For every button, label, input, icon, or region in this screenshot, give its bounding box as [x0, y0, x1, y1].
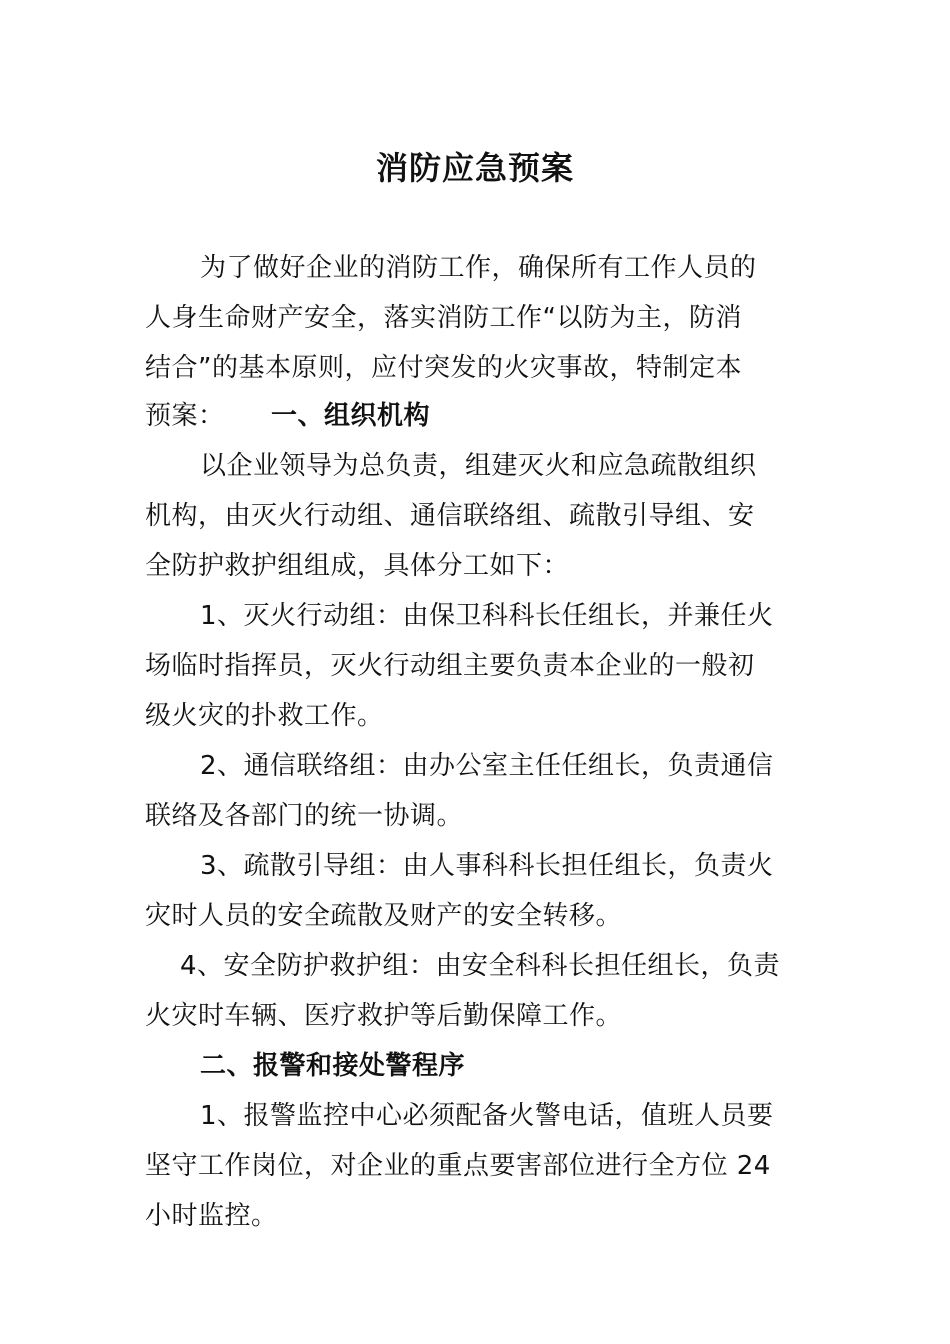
list-item-line: 3、疏散引导组：由人事科科长担任组长，负责火 [200, 851, 774, 881]
paragraph-line: 机构，由灭火行动组、通信联络组、疏散引导组、安 [145, 501, 755, 531]
paragraph-line: 全防护救护组组成，具体分工如下： [145, 551, 570, 581]
paragraph-line: 以企业领导为总负责，组建灭火和应急疏散组织 [200, 451, 757, 481]
list-item-line: 联络及各部门的统一协调。 [145, 801, 464, 831]
list-item-line: 1、灭火行动组：由保卫科科长任组长，并兼任火 [200, 601, 774, 631]
list-item-line: 火灾时车辆、医疗救护等后勤保障工作。 [145, 1001, 623, 1031]
document-title: 消防应急预案 [375, 149, 574, 187]
list-item-line: 坚守工作岗位，对企业的重点要害部位进行全方位 24 [145, 1151, 771, 1181]
paragraph-line: 为了做好企业的消防工作，确保所有工作人员的 [200, 253, 757, 283]
paragraph-line: 人身生命财产安全，落实消防工作“以防为主，防消 [145, 303, 742, 333]
list-item-line: 1、报警监控中心必须配备火警电话，值班人员要 [200, 1101, 774, 1131]
paragraph-line: 预案： [145, 401, 225, 431]
list-item-line: 场临时指挥员，灭火行动组主要负责本企业的一般初 [145, 651, 755, 681]
list-item-line: 2、通信联络组：由办公室主任任组长，负责通信 [200, 751, 774, 781]
section-heading: 二、报警和接处警程序 [200, 1051, 466, 1081]
list-item-line: 级火灾的扑救工作。 [145, 701, 384, 731]
section-heading: 一、组织机构 [271, 401, 431, 431]
paragraph-line: 结合”的基本原则，应付突发的火灾事故，特制定本 [145, 353, 742, 383]
list-item-line: 灾时人员的安全疏散及财产的安全转移。 [145, 901, 623, 931]
list-item-line: 小时监控。 [145, 1201, 278, 1231]
list-item-line: 4、安全防护救护组：由安全科科长担任组长，负责 [180, 951, 781, 981]
